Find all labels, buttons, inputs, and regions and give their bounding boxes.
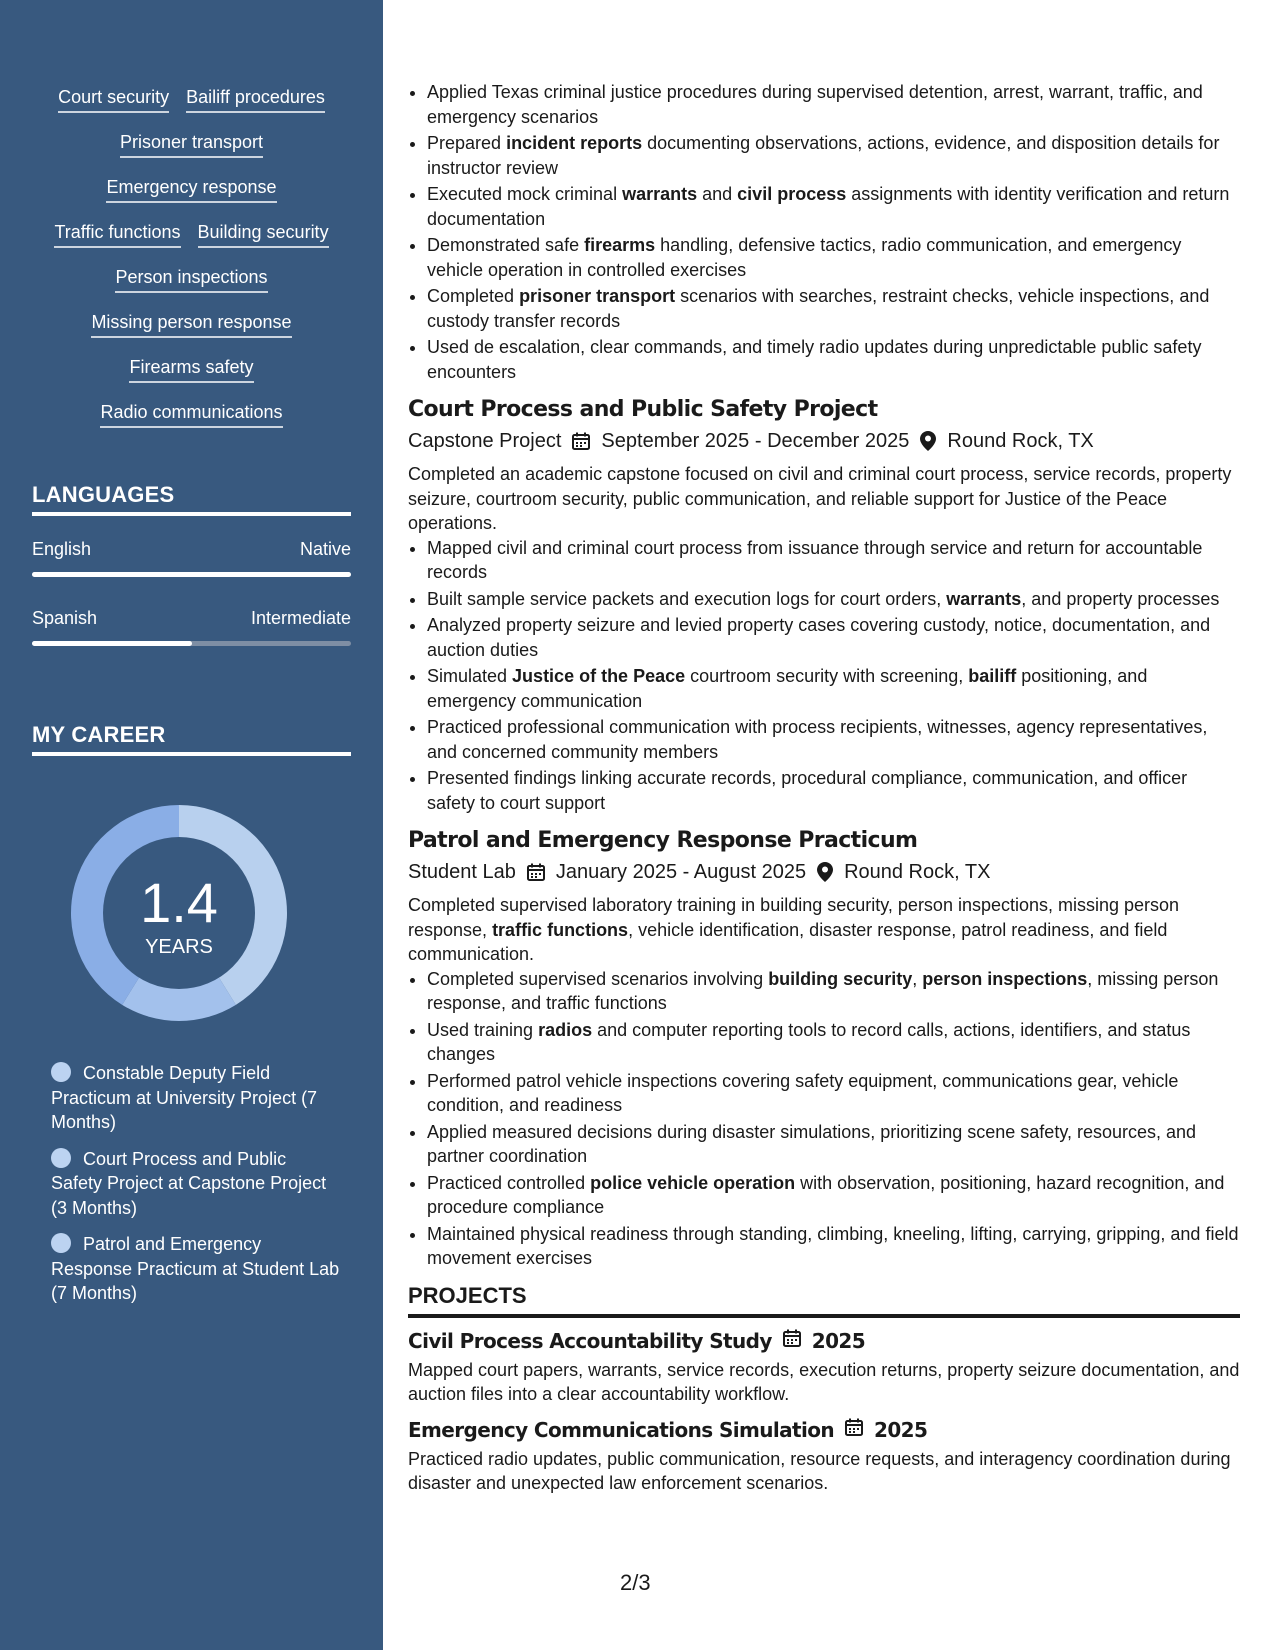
bold-text: police vehicle operation xyxy=(590,1172,796,1193)
sidebar xyxy=(0,0,383,1650)
bullet-item xyxy=(427,233,1240,282)
bullet-item xyxy=(427,335,1240,384)
text-run: with observation, positioning, hazard recognition, and procedure compliance xyxy=(427,1172,1225,1217)
language-level-fill xyxy=(32,572,351,577)
bold-text: bailiff xyxy=(968,666,1017,686)
bullet-item xyxy=(427,613,1240,662)
text-run: Analyzed property seizure and levied property cases covering custody, notice, documentation, and auction duties xyxy=(427,615,1211,660)
career-heading: MY CAREER xyxy=(32,722,351,756)
experience-bullets xyxy=(408,536,1240,816)
bullet-item xyxy=(427,715,1240,764)
career-total-unit: YEARS xyxy=(145,936,213,958)
skill-tag: Building security xyxy=(198,221,329,248)
text-run: Executed mock criminal xyxy=(427,184,623,204)
bold-text: civil process xyxy=(737,184,847,204)
calendar-icon xyxy=(571,431,591,451)
experience-location: Round Rock, TX xyxy=(844,861,991,883)
project-title-row xyxy=(408,1328,1240,1354)
experience-description xyxy=(408,893,1240,967)
skills-list xyxy=(32,86,351,446)
languages-heading: LANGUAGES xyxy=(32,482,351,516)
experience-title: Patrol and Emergency Response Practicum xyxy=(408,828,918,853)
text-run: , vehicle identification, disaster response, patrol readiness, and field communication. xyxy=(408,919,1168,964)
text-run: Presented findings linking accurate records, procedural compliance, communication, and officer safety to court support xyxy=(427,768,1188,813)
skill-tag: Missing person response xyxy=(91,311,291,338)
language-english xyxy=(32,538,351,577)
bullet-item xyxy=(427,1120,1240,1169)
legend-dot-icon xyxy=(51,1233,71,1253)
skill-tag: Person inspections xyxy=(115,266,267,293)
skill-row xyxy=(32,266,351,311)
skill-row xyxy=(32,401,351,446)
bullet-item xyxy=(427,967,1240,1016)
bullet-item xyxy=(427,80,1240,129)
bullet-item xyxy=(427,1171,1240,1220)
text-run: Completed supervised scenarios involving xyxy=(427,968,769,989)
text-run: and xyxy=(697,184,738,204)
text-run: , and property processes xyxy=(1021,588,1220,609)
experience-title: Court Process and Public Safety Project xyxy=(408,397,878,422)
project-title: Emergency Communications Simulation xyxy=(408,1417,835,1442)
bullet-item xyxy=(427,1222,1240,1271)
career-item xyxy=(51,1147,341,1221)
bullet-item xyxy=(427,664,1240,713)
text-run: handling, defensive tactics, radio communication, and emergency vehicle operation in controlled exercises xyxy=(427,235,1182,280)
bold-text: incident reports xyxy=(506,133,643,153)
skill-row xyxy=(32,311,351,356)
project-entry xyxy=(408,1328,1240,1407)
skill-row xyxy=(32,356,351,401)
career-item-text: Patrol and Emergency Response Practicum at Student Lab (7 Months) xyxy=(51,1234,340,1303)
text-run: Performed patrol vehicle inspections covering safety equipment, communications gear, vehicle condition, and readiness xyxy=(427,1070,1179,1115)
text-run: Applied measured decisions during disaster simulations, prioritizing scene safety, resources, and partner coordination xyxy=(427,1121,1197,1166)
text-run: courtroom security with screening, xyxy=(685,666,969,686)
skill-row xyxy=(32,86,351,131)
experience-entry xyxy=(408,396,1240,815)
text-run: Completed supervised laboratory training in building security, person inspections, missing person response, xyxy=(408,895,1180,940)
language-level: Native xyxy=(299,539,351,559)
bold-text: radios xyxy=(538,1019,593,1040)
text-run: Applied Texas criminal justice procedures during supervised detention, arrest, warrant, traffic, and emergency scenarios xyxy=(427,82,1203,127)
text-run: and computer reporting tools to record calls, actions, identifiers, and status changes xyxy=(427,1019,1191,1064)
text-run: Built sample service packets and execution logs for court orders, xyxy=(427,588,947,609)
career-item xyxy=(51,1232,341,1306)
career-item xyxy=(51,1061,341,1135)
text-run: documenting observations, actions, evidence, and disposition details for instructor review xyxy=(427,133,1220,178)
experience-entry xyxy=(408,827,1240,1271)
experience-section xyxy=(408,396,1240,1271)
skill-tag: Firearms safety xyxy=(129,356,253,383)
text-run: Completed an academic capstone focused on civil and criminal court process, service records, property seizure, courtroom security, public communication, and reliable support for Justice of the Peace operations. xyxy=(408,464,1232,533)
text-run: Demonstrated safe xyxy=(427,235,585,255)
bullet-item xyxy=(427,1018,1240,1067)
calendar-icon xyxy=(526,862,546,882)
text-run: Practiced controlled xyxy=(427,1172,591,1193)
text-run: Completed xyxy=(427,286,520,306)
bold-text: warrants xyxy=(946,588,1022,609)
experience-meta xyxy=(408,859,1240,885)
bold-text: firearms xyxy=(584,235,656,255)
experience-org: Capstone Project xyxy=(408,430,562,452)
skill-row xyxy=(32,221,351,266)
project-description: Mapped court papers, warrants, service records, execution returns, property seizure documentation, and auction files into a clear accountability workflow. xyxy=(408,1359,1240,1404)
projects-heading: PROJECTS xyxy=(408,1283,1240,1318)
skill-tag: Prisoner transport xyxy=(120,131,263,158)
language-level-fill xyxy=(32,641,192,646)
calendar-icon xyxy=(782,1328,802,1354)
text-run: Used de escalation, clear commands, and timely radio updates during unpredictable public safety encounters xyxy=(427,337,1202,382)
project-year: 2025 xyxy=(811,1328,866,1353)
language-spanish xyxy=(32,607,351,646)
language-name: English xyxy=(32,539,92,559)
location-pin-icon xyxy=(816,861,834,883)
text-run: positioning, and emergency communication xyxy=(427,666,1148,711)
experience-bullets xyxy=(408,967,1240,1271)
career-donut-chart xyxy=(66,800,292,1026)
skill-tag: Radio communications xyxy=(100,401,282,428)
bold-text: Justice of the Peace xyxy=(512,666,686,686)
bold-text: person inspections xyxy=(922,968,1088,989)
text-run: Mapped civil and criminal court process from issuance through service and return for accountable records xyxy=(427,537,1203,582)
skill-tag: Bailiff procedures xyxy=(186,86,325,113)
bullet-item xyxy=(427,182,1240,231)
text-run: Prepared xyxy=(427,133,507,153)
experience-dates: September 2025 - December 2025 xyxy=(601,430,910,452)
bold-text: building security xyxy=(768,968,913,989)
experience-dates: January 2025 - August 2025 xyxy=(555,861,807,883)
text-run: assignments with identity verification and return documentation xyxy=(427,184,1230,229)
bullet-item xyxy=(427,587,1240,612)
text-run: scenarios with searches, restraint checks, vehicle inspections, and custody transfer records xyxy=(427,286,1210,331)
project-entry xyxy=(408,1417,1240,1496)
bullet-item xyxy=(427,536,1240,585)
bold-text: warrants xyxy=(622,184,698,204)
language-name: Spanish xyxy=(32,608,98,628)
skill-tag: Court security xyxy=(58,86,169,113)
bold-text: prisoner transport xyxy=(519,286,676,306)
project-title-row xyxy=(408,1417,1240,1443)
text-run: Maintained physical readiness through standing, climbing, kneeling, lifting, carrying, gripping, and field movement exercises xyxy=(427,1223,1239,1268)
language-level-bar xyxy=(32,572,351,577)
experience-description xyxy=(408,462,1240,536)
project-title: Civil Process Accountability Study xyxy=(408,1328,772,1353)
experience-meta xyxy=(408,428,1240,454)
text-run: Simulated xyxy=(427,666,513,686)
bold-text: traffic functions xyxy=(492,919,629,940)
project-description: Practiced radio updates, public communication, resource requests, and interagency coordination during disaster and unexpected law enforcement scenarios. xyxy=(408,1448,1231,1493)
text-run: Practiced professional communication with process recipients, witnesses, agency representatives, and concerned community members xyxy=(427,717,1208,762)
skill-row xyxy=(32,176,351,221)
bullet-item xyxy=(427,766,1240,815)
legend-dot-icon xyxy=(51,1062,71,1082)
text-run: , missing person response, and traffic functions xyxy=(427,968,1219,1013)
skill-tag: Traffic functions xyxy=(54,221,180,248)
bullet-item xyxy=(427,1069,1240,1118)
career-total-value: 1.4 xyxy=(140,871,218,934)
main-content xyxy=(408,80,1240,1496)
page-number: 2/3 xyxy=(620,1570,651,1595)
language-level: Intermediate xyxy=(250,608,351,628)
calendar-icon xyxy=(844,1417,864,1443)
project-year: 2025 xyxy=(874,1417,928,1442)
text-run: Used training xyxy=(427,1019,539,1040)
skill-row xyxy=(32,131,351,176)
skill-tag: Emergency response xyxy=(106,176,276,203)
projects-list xyxy=(408,1328,1240,1496)
experience-bullets xyxy=(408,80,1240,384)
experience-location: Round Rock, TX xyxy=(947,430,1094,452)
location-pin-icon xyxy=(919,430,937,452)
language-level-bar xyxy=(32,641,351,646)
career-list xyxy=(51,1061,341,1318)
experience-org: Student Lab xyxy=(408,861,516,883)
text-run: , xyxy=(912,968,923,989)
career-item-text: Constable Deputy Field Practicum at University Project (7 Months) xyxy=(51,1063,318,1132)
career-item-text: Court Process and Public Safety Project at Capstone Project (3 Months) xyxy=(51,1148,327,1218)
bullet-item xyxy=(427,284,1240,333)
bullet-item xyxy=(427,131,1240,180)
legend-dot-icon xyxy=(51,1148,71,1168)
